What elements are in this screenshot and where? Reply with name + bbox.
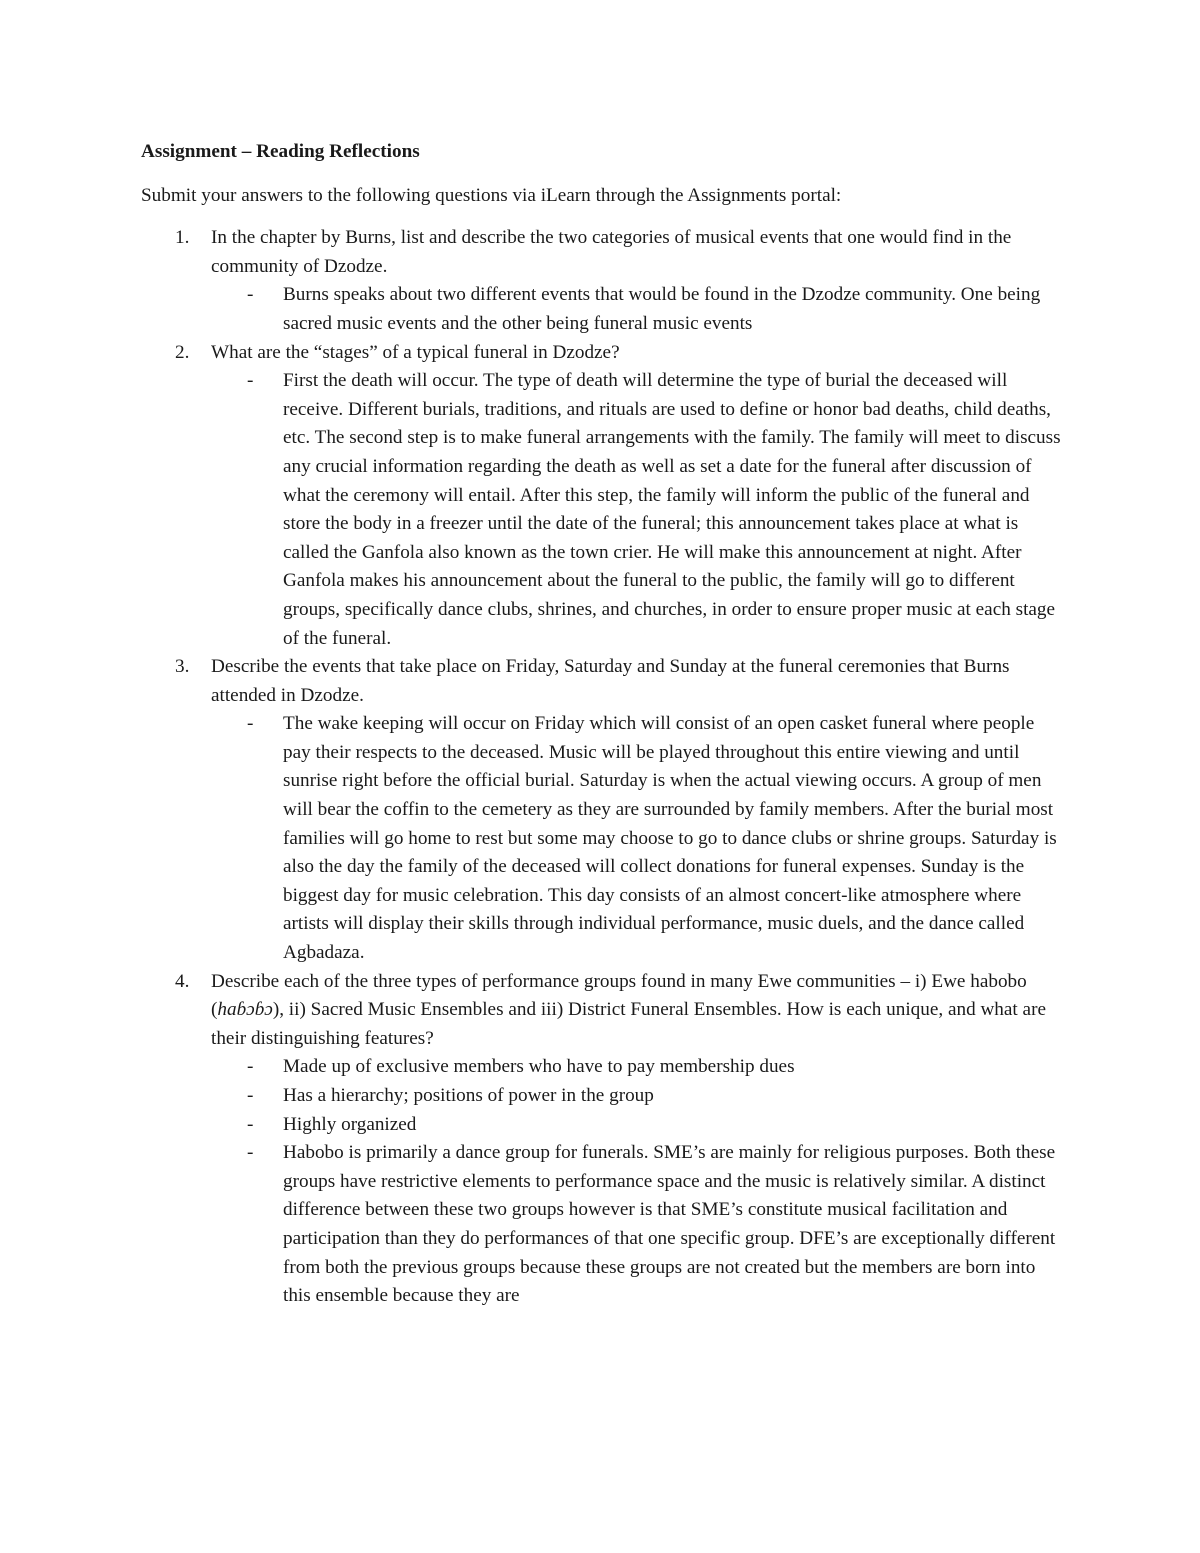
dash-bullet: - <box>247 1085 254 1106</box>
dash-bullet: - <box>247 713 254 735</box>
dash-bullet: - <box>247 284 254 306</box>
document-title: Assignment – Reading Reflections <box>141 141 420 162</box>
answer-list <box>211 281 1066 338</box>
dash-bullet: - <box>247 1113 254 1135</box>
question-list <box>141 224 1066 1311</box>
dash-bullet: - <box>247 1142 254 1164</box>
question-text-part: Describe each of the three types of performance groups found in many Ewe communities – i) Ewe habobo ( <box>211 970 1027 1021</box>
answer-text: Highly organized <box>283 1113 417 1135</box>
question-item <box>141 968 1066 1311</box>
answer-text: Habobo is primarily a dance group for funerals. SME’s are mainly for religious purposes. Both these groups have restrictive elements to performance space and the music is relatively similar. A distinct difference between these two groups however is that SME’s constitute musical facilitation and participation than they do performances of that one specific group. DFE’s are exceptionally different from both the previous groups because these groups are not created but the members are born into this ensemble because they are <box>283 1142 1056 1307</box>
question-item <box>141 224 1066 338</box>
question-text-part: ), ii) Sacred Music Ensembles and iii) District Funeral Ensembles. How is each unique, and what are their distinguishing features? <box>211 999 1046 1049</box>
instructions-text: Submit your answers to the following questions via iLearn through the Assignments portal: <box>141 184 842 206</box>
document-page <box>141 138 1066 1311</box>
answer-item <box>211 1111 1066 1140</box>
question-item <box>141 339 1066 654</box>
question-text <box>211 971 1046 1049</box>
dash-bullet: - <box>247 1056 254 1078</box>
answer-text: Made up of exclusive members who have to pay membership dues <box>283 1056 795 1078</box>
question-number: 3. <box>175 656 190 678</box>
answer-item <box>211 1053 1066 1082</box>
question-number: 2. <box>175 341 190 363</box>
answer-text: First the death will occur. The type of death will determine the type of burial the deceased will receive. Different burials, traditions, and rituals are used to define or honor bad deaths, child deaths, etc. The second step is to make funeral arrangements with the family. The family will meet to discuss any crucial information regarding the death as well as set a date for the funeral after discussion of what the ceremony will entail. After this step, the family will inform the public of the funeral and store the body in a freezer until the date of the funeral; this announcement takes place at what is called the Ganfola also known as the town crier. He will make this announcement at night. After Ganfola makes his announcement about the funeral to the public, the family will go to different groups, specifically dance clubs, shrines, and churches, in order to ensure proper music at each stage of the funeral. <box>283 370 1061 649</box>
answer-item <box>211 710 1066 967</box>
answer-item <box>211 367 1066 653</box>
answer-list <box>211 367 1066 653</box>
answer-list <box>211 710 1066 967</box>
question-number: 4. <box>175 970 190 992</box>
answer-text: Burns speaks about two different events that would be found in the Dzodze community. One being sacred music events and the other being funeral music events <box>283 284 1041 334</box>
answer-text: Has a hierarchy; positions of power in the group <box>283 1085 654 1106</box>
dash-bullet: - <box>247 370 254 392</box>
answer-item <box>211 281 1066 338</box>
answer-text: The wake keeping will occur on Friday which will consist of an open casket funeral where people pay their respects to the deceased. Music will be played throughout this entire viewing and until sunrise right before the official burial. Saturday is when the actual viewing occurs. A group of men will bear the coffin to the cemetery as they are surrounded by family members. After the burial most families will go home to rest but some may choose to go to dance clubs or shrine groups. Saturday is also the day the family of the deceased will collect donations for funeral expenses. Sunday is the biggest day for music celebration. This day consists of an almost concert-like atmosphere where artists will display their skills through individual performance, music duels, and the dance called Agbadaza. <box>283 713 1057 964</box>
answer-list <box>211 1053 1066 1310</box>
answer-item <box>211 1139 1066 1311</box>
question-item <box>141 653 1066 968</box>
question-number: 1. <box>175 227 190 249</box>
question-text: What are the “stages” of a typical funeral in Dzodze? <box>211 341 620 363</box>
question-text: Describe the events that take place on Friday, Saturday and Sunday at the funeral ceremonies that Burns attended in Dzodze. <box>211 656 1010 706</box>
answer-item <box>211 1082 1066 1111</box>
question-text: In the chapter by Burns, list and describe the two categories of musical events that one would find in the community of Dzodze. <box>211 227 1012 277</box>
italic-term: haɓɔɓɔ <box>217 999 273 1021</box>
